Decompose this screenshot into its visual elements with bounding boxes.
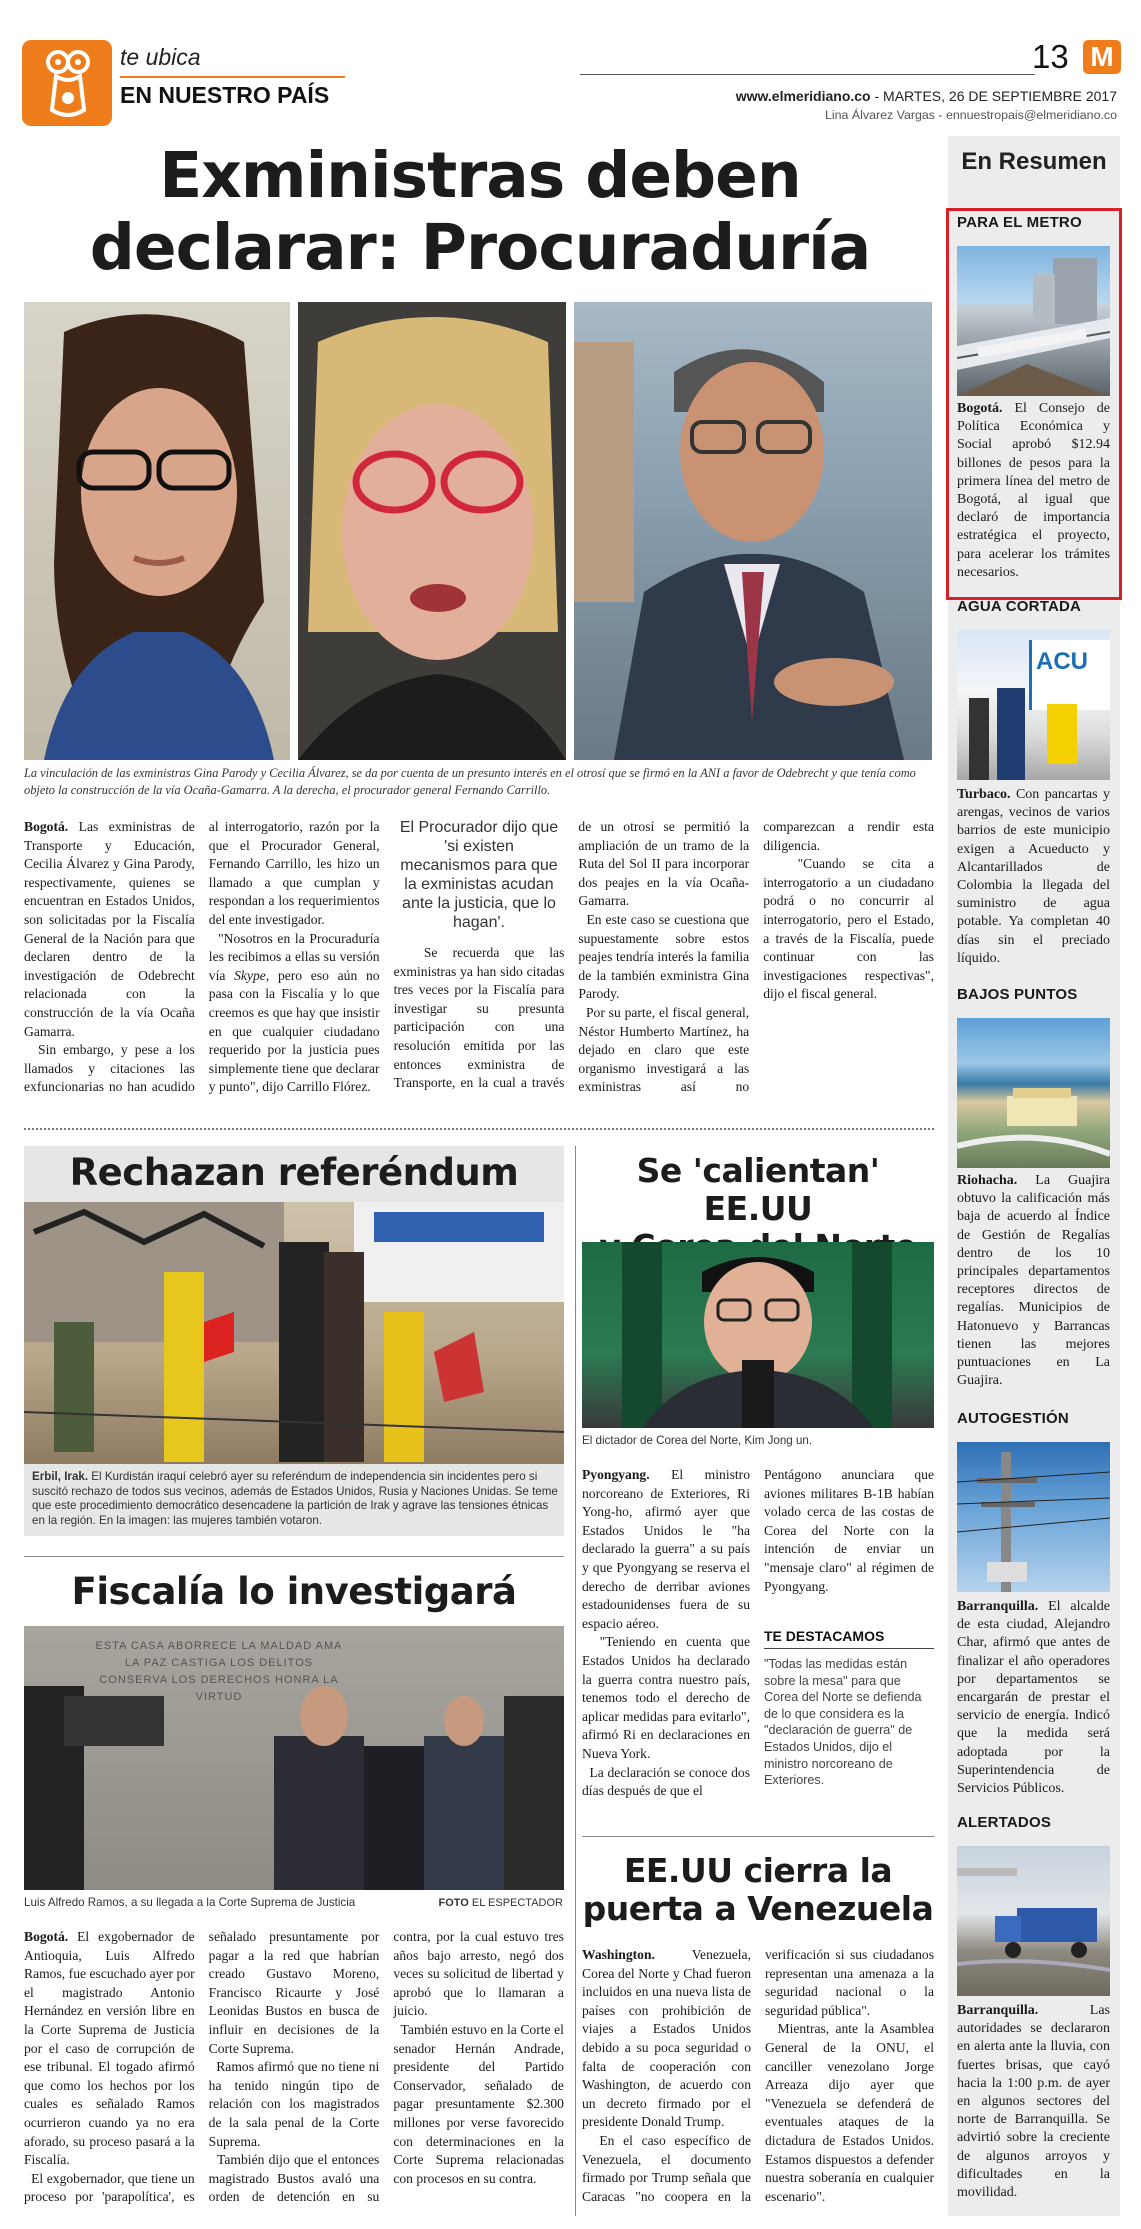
mascot-icon: [22, 40, 112, 126]
agua-photo: [957, 630, 1110, 780]
sidebar-head: PARA EL METRO: [957, 214, 1082, 231]
logo-letter: M: [1090, 41, 1114, 72]
sidebar-text: Bogotá. El Consejo de Política Económica y Social aprobó $12.94 billones de pesos para la primera línea del metro de Bogotá, al igual que declaró de importancia estratégica el proyecto, para acelerar los trámites necesarios.: [957, 401, 1110, 580]
sidebar-text: Barranquilla. Las autoridades se declararon en alerta ante la lluvia, con fuertes brisas, que cayó hacia la 1:00 p.m. de ayer en algunos sectores del norte de Barranquilla. Se advirtió sobre la creciente de algunos arroyos y dificultades en la movilidad.: [957, 2003, 1110, 2201]
header-rule: [580, 74, 1035, 75]
main-article-body: Bogotá. Las exministras de Transporte y Educación, Cecilia Álvarez y Gina Parody, respectivamente, quienes se encuentran en Estados Unidos, son solicitadas por la Fiscalía General de la Nación para que declaren dentro de la investigación de Odebrecht relacionada con la construcción de la vía Ocaña Gamarra. Sin embargo, y pese a los llamados y citaciones las exfuncionarias no han acudido al interrogatorio, razón por la que el Procurador General, Fernando Carrillo, les hizo un llamado a que cumplan y respondan a los requerimientos del ente investigador. "Nosotros en la Procuraduría les recibimos a ellas su versión vía Skype, pero eso aún no pasa con la Fiscalía y lo que creemos es que hay que insistir en que cualquier ciudadano requerido por la justicia pues simplemente tiene que declarar y punto", dijo Carrillo Flórez. El Procurador dijo que 'si existen mecanismos para que la exministas acudan ante la justicia, que lo hagan'. Se recuerda que las exministras ya han sido citadas tres veces por la Fiscalía para investigar su presunta participación con una resolución emitida por las entonces exministra de Transporte, en la cual a través de un otrosí se permitió la ampliación de un tramo de la Ruta del Sol II para incorporar dos peajes en la vía Ocaña-Gamarra. En este caso se cuestiona que supuestamente sobre estos peajes tendría interés la familia de la también exministra Gina Parody. Por su parte, el fiscal general, Néstor Humberto Martínez, ha dejado en claro que este organismo investigará a las exministras así no comparezcan a rendir esta diligencia. "Cuando se cita a interrogatorio a un ciudadano podrá o no concurrir al interrogatorio, pero el Estado, a través de la Fiscalía, puede continuar con las investigaciones respectivas", dijo el fiscal general.: [24, 819, 934, 1095]
sidebar-head: BAJOS PUNTOS: [957, 986, 1078, 1003]
court-inscription: ESTA CASA ABORRECE LA MALDAD AMA LA PAZ CASTIGA LOS DELITOS CONSERVA LOS DERECHOS HONRA LA VIRTUD: [95, 1640, 343, 1703]
korea-article-body-col2: Pentágono anunciara que aviones militares B-1B habían volado cerca de las costas de Corea del Norte con la intención de enviar un "mensaje claro" al régimen de Pyongyang.: [764, 1467, 934, 1594]
highlight-rule: [764, 1648, 934, 1649]
sidebar-text: Barranquilla. El alcalde de esta ciudad, Alejandro Char, afirmó que antes de finalizar el año operadores por departamentos se encargarán de prestar el servicio de energía. Indicó que la medida será adoptada por la Superintendencia de Servicios Públicos.: [957, 1599, 1110, 1797]
column-rule: [575, 1146, 576, 2216]
fiscalia-article-body: Bogotá. El exgobernador de Antioquia, Luis Alfredo Ramos, fue escuchado ayer por el magistrado Antonio Hernández en versión libre en la Corte Suprema de Justicia por el caso de corrupción de ese tribunal. El togado afirmó que como los hechos por los cuales es señalado Ramos ocurrieron cuando ya no era aforado, su proceso pasará a la Fiscalía. El exgobernador, que tiene un proceso por 'parapolítica', es señalado presuntamente por pagar a la red que habrían creado Gustavo Moreno, Francisco Ricaurte y José Leonidas Bustos en busca de influir en decisiones de la Corte Suprema. Ramos afirmó que no tiene ni ha tenido ningún tipo de relación con los magistrados de la sala penal de la Corte Suprema. También dijo que el entonces magistrado Bustos avaló una orden de detención en su contra, por la cual estuvo tres años bajo arresto, negó dos veces su solicitud de libertad y aprobó que lo llamaran a juicio. También estuvo en la Corte el senador Hernán Andrade, presidente del Partido Conservador, señalado de pagar presuntamente $2.300 millones por verse favorecido con determinaciones en la Corte Suprema relacionadas con procesos en su contra.: [24, 1929, 564, 2205]
issue-date: - MARTES, 26 DE SEPTIEMBRE 2017: [870, 88, 1117, 104]
newspaper-logo: [1083, 40, 1121, 74]
byline: Lina Álvarez Vargas - ennuestropais@elmeridiano.co: [825, 108, 1117, 122]
referendum-caption: Erbil, Irak. El Kurdistán iraquí celebró ayer su referéndum de independencia sin incidentes pero si suscitó rechazo de todos sus vecinos, además de Estados Unidos, Rusia y Naciones Unidas. Se teme que este procedimiento democrático desencadene la partición de Irak y agrave las tensiones étnicas en la región. En la imagen: las mujeres también votaron.: [32, 1470, 558, 1527]
acueducto-sign: ACU: [1036, 648, 1088, 675]
section-rule: [24, 1556, 564, 1557]
riohacha-photo: [957, 1018, 1110, 1168]
referendum-headline: Rechazan referéndum: [69, 1151, 519, 1194]
fiscalia-caption: Luis Alfredo Ramos, a su llegada a la Corte Suprema de Justicia: [24, 1896, 356, 1909]
highlight-text: "Todas las medidas están sobre la mesa" para que Corea del Norte se defienda de lo que considera es la "declaración de guerra" de Estados Unidos, dijo el ministro norcoreano de Exteriores.: [764, 1657, 922, 1788]
korea-caption: El dictador de Corea del Norte, Kim Jong un.: [582, 1434, 813, 1447]
energia-photo: [957, 1442, 1110, 1592]
fiscalia-photo: [24, 1626, 564, 1890]
highlight-label: TE DESTACAMOS: [764, 1628, 885, 1644]
venezuela-article-body: Washington. Venezuela, Corea del Norte y Chad fueron incluidos en una nueva lista de países con prohibición de viajes a Estados Unidos debido a su poca seguridad o falta de cooperación con Washington, de acuerdo con un decreto firmado por el presidente Donald Trump. En el caso específico de Venezuela, el documento firmado por Trump señala que Caracas "no coopera en la verificación si sus ciudadanos representan una amenaza a la seguridad nacional o la seguridad pública". Mientras, ante la Asamblea General de la ONU, el canciller venezolano Jorge Arreaza dijo ayer que "Venezuela se defenderá de eventuales ataques de la dictadura de Estados Unidos. Estamos dispuestos a defender nuestra soberanía en cualquier escenario".: [582, 1947, 934, 2204]
dotted-divider: [24, 1128, 934, 1130]
sidebar-head: ALERTADOS: [957, 1814, 1052, 1831]
venezuela-headline: EE.UU cierra la puerta a Venezuela: [582, 1851, 934, 1928]
korea-headline: Se 'calientan' EE.UU: [636, 1151, 880, 1228]
sidebar-title: En Resumen: [961, 148, 1107, 175]
sidebar-text: Turbaco. Con pancartas y arengas, vecinos de varios barrios de este municipio exigen a Acueducto y Alcantarillados de Colombia la llegada del suministro de agua potable. Ya completan 40 días sin el preciado líquido.: [957, 787, 1110, 966]
lluvia-photo: [957, 1846, 1110, 1996]
sidebar-head: AUTOGESTIÓN: [957, 1410, 1069, 1427]
photo-credit: FOTO EL ESPECTADOR: [438, 1897, 563, 1909]
sidebar-text: Riohacha. La Guajira obtuvo la calificación más baja de acuerdo al Índice de Gestión de Regalías dentro de los 10 principales departamentos receptores directos de regalías. Municipios de Hatonuevo y Barrancas tienen las mejores puntuaciones en La Guajira.: [957, 1173, 1110, 1389]
fiscalia-headline: Fiscalía lo investigará: [71, 1570, 517, 1613]
section-rule: [120, 76, 345, 78]
sidebar-head: AGUA CORTADA: [957, 598, 1082, 615]
main-photo-caption: La vinculación de las exministras Gina Parody y Cecilia Álvarez, se da por cuenta de un presunto interés en el otrosí que se firmó en la ANI a favor de Odebrecht y que tenía como objeto la construcción de la vía Ocaña-Gamarra. A la derecha, el procurador general Fernando Carrillo.: [24, 766, 916, 797]
photo-gina-parody: [24, 302, 290, 760]
photo-fernando-carrillo: [574, 302, 932, 760]
page-number: 13: [1032, 38, 1069, 75]
korea-article-body-col1: Pyongyang. El ministro norcoreano de Exteriores, Ri Yong-ho, afirmó ayer que Estados Unidos le "ha declarado la guerra" a su país y que Pyongyang se reserva el derecho de derribar aviones estadounidenses fuera de su espacio aéreo. "Teniendo en cuenta que Estados Unidos ha declarado la guerra contra nuestro país, tenemos todo el derecho de aplicar medidas para evitarlo", afirmó Ri en declaraciones en Nueva York. La declaración se conoce dos días después de que el: [582, 1467, 750, 1799]
photo-cecilia-alvarez: [298, 302, 566, 760]
section-logo: [22, 40, 112, 126]
section-name: EN NUESTRO PAÍS: [120, 82, 330, 108]
section-rule: [582, 1836, 934, 1837]
site-url[interactable]: www.elmeridiano.co: [735, 88, 871, 104]
metro-photo: [957, 246, 1110, 396]
section-kicker: te ubica: [120, 44, 201, 70]
pull-quote: El Procurador dijo que 'si existen mecanismos para que la exministas acudan ante la justicia, que lo hagan'.: [399, 819, 559, 931]
kim-jong-un-photo: [582, 1242, 934, 1428]
main-headline: Exministras deben declarar: Procuraduría: [89, 139, 871, 284]
dateline: [736, 88, 1117, 104]
referendum-photo: [24, 1202, 564, 1464]
